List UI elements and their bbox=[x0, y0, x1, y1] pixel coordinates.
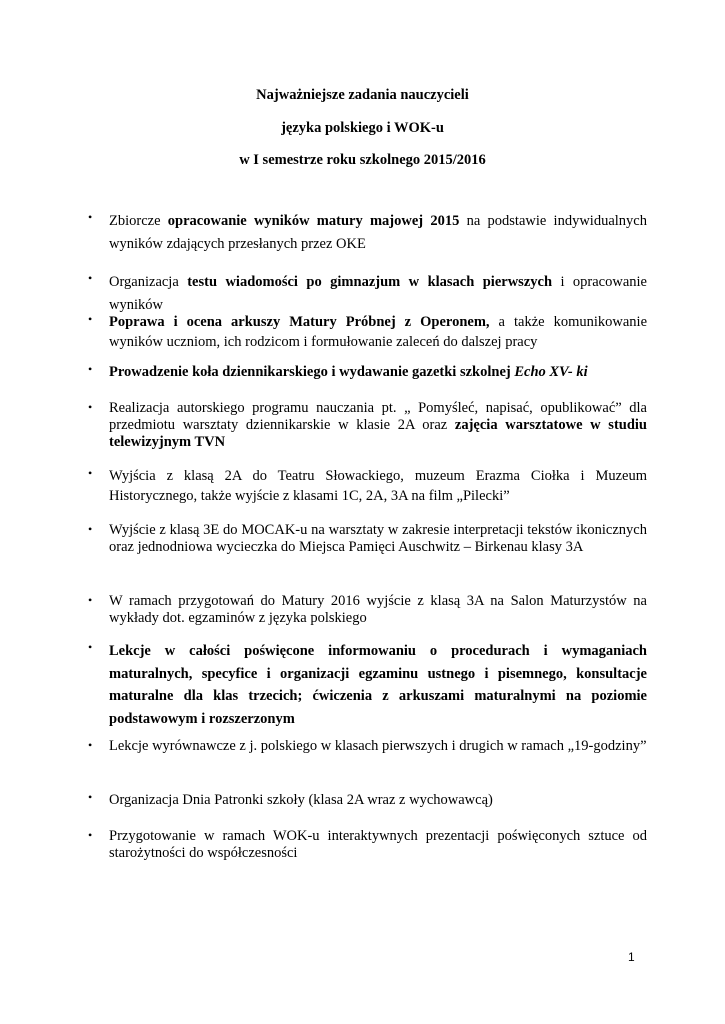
item-text-plain: Organizacja bbox=[109, 274, 188, 290]
list-item-text bbox=[109, 593, 647, 627]
item-text-plain: Lekcje wyrównawcze z j. polskiego w klasach pierwszych i drugich w ramach „19-godziny” bbox=[109, 738, 647, 754]
list-item-text bbox=[109, 210, 647, 255]
bullet-icon: • bbox=[88, 362, 93, 376]
item-text-plain: Wyjścia z klasą 2A do Teatru Słowackiego, muzeum Erazma Ciołka i Muzeum Historycznego, także wyjście z klasami 1C, 2A, 3A na film „Pilecki” bbox=[109, 468, 647, 504]
item-text-bold: Poprawa i ocena arkuszy Matury Próbnej z Operonem, bbox=[109, 314, 490, 330]
list-item-text bbox=[109, 522, 647, 556]
header-line-2: języka polskiego i WOK-u bbox=[281, 120, 444, 136]
item-text-bold-italic: Echo XV- ki bbox=[514, 364, 588, 380]
bullet-icon: • bbox=[88, 640, 93, 654]
item-text-plain: a także komunikowanie wyników uczniom, ich rodzicom i formułowanie zaleceń do dalszej pracy bbox=[109, 314, 648, 350]
bullet-icon: • bbox=[88, 466, 93, 480]
page-number: 1 bbox=[628, 950, 635, 964]
list-item-text bbox=[109, 738, 647, 755]
bullet-icon: • bbox=[88, 828, 93, 842]
item-text-plain: na podstawie indywidualnych wyników zdających przesłanych przez OKE bbox=[109, 213, 647, 252]
list-item-text bbox=[109, 271, 647, 316]
header-line-1: Najważniejsze zadania nauczycieli bbox=[256, 87, 469, 103]
item-text-bold: zajęcia warsztatowe w studiu telewizyjnym TVN bbox=[109, 417, 647, 450]
list-item-text bbox=[109, 362, 647, 382]
list-item-text bbox=[109, 312, 647, 352]
bullet-icon: • bbox=[88, 400, 93, 414]
item-text-bold: Prowadzenie koła dziennikarskiego i wydawanie gazetki szkolnej bbox=[109, 364, 515, 380]
item-text-plain: i opracowanie wyników bbox=[109, 274, 647, 313]
list-item-text bbox=[109, 790, 647, 810]
bullet-icon: • bbox=[88, 271, 93, 285]
list-item-text bbox=[109, 640, 647, 730]
header-line-3: w I semestrze roku szkolnego 2015/2016 bbox=[239, 152, 486, 168]
item-text-plain: W ramach przygotowań do Matury 2016 wyjście z klasą 3A na Salon Maturzystów na wykłady dot. egzaminów z języka polskiego bbox=[109, 593, 647, 626]
item-text-plain: Przygotowanie w ramach WOK-u interaktywnych prezentacji poświęconych sztuce od starożytności do współczesności bbox=[109, 828, 647, 861]
item-text-bold: opracowanie wyników matury majowej 2015 bbox=[167, 213, 460, 229]
bullet-icon: • bbox=[88, 312, 93, 326]
item-text-bold: Lekcje w całości poświęcone informowaniu o procedurach i wymaganiach maturalnych, specyfice i organizacji egzaminu ustnego i pisemnego, konsultacje maturalne dla klas trzecich; ćwiczenia z arkuszami maturalnymi na poziomie podstawowym i rozszerzonym bbox=[109, 643, 647, 727]
item-text-plain: Zbiorcze bbox=[109, 213, 168, 229]
list-item-text bbox=[109, 828, 647, 862]
list-item-text bbox=[109, 466, 647, 506]
bullet-icon: • bbox=[88, 738, 93, 752]
item-text-plain: Realizacja autorskiego programu nauczania pt. „ Pomyśleć, napisać, opublikować” dla przedmiotu warsztaty dziennikarskie w klasie 2A oraz bbox=[109, 400, 647, 433]
bullet-icon: • bbox=[88, 593, 93, 607]
bullet-icon: • bbox=[88, 210, 93, 224]
bullet-icon: • bbox=[88, 522, 93, 536]
list-item-text bbox=[109, 400, 647, 451]
item-text-bold: testu wiadomości po gimnazjum w klasach pierwszych bbox=[187, 274, 553, 290]
item-text-plain: Organizacja Dnia Patronki szkoły (klasa 2A wraz z wychowawcą) bbox=[109, 792, 493, 808]
bullet-icon: • bbox=[88, 790, 93, 804]
item-text-plain: Wyjście z klasą 3E do MOCAK-u na warsztaty w zakresie interpretacji tekstów ikonicznych oraz jednodniowa wycieczka do Miejsca Pamięci Auschwitz – Birkenau klasy 3A bbox=[109, 522, 647, 555]
